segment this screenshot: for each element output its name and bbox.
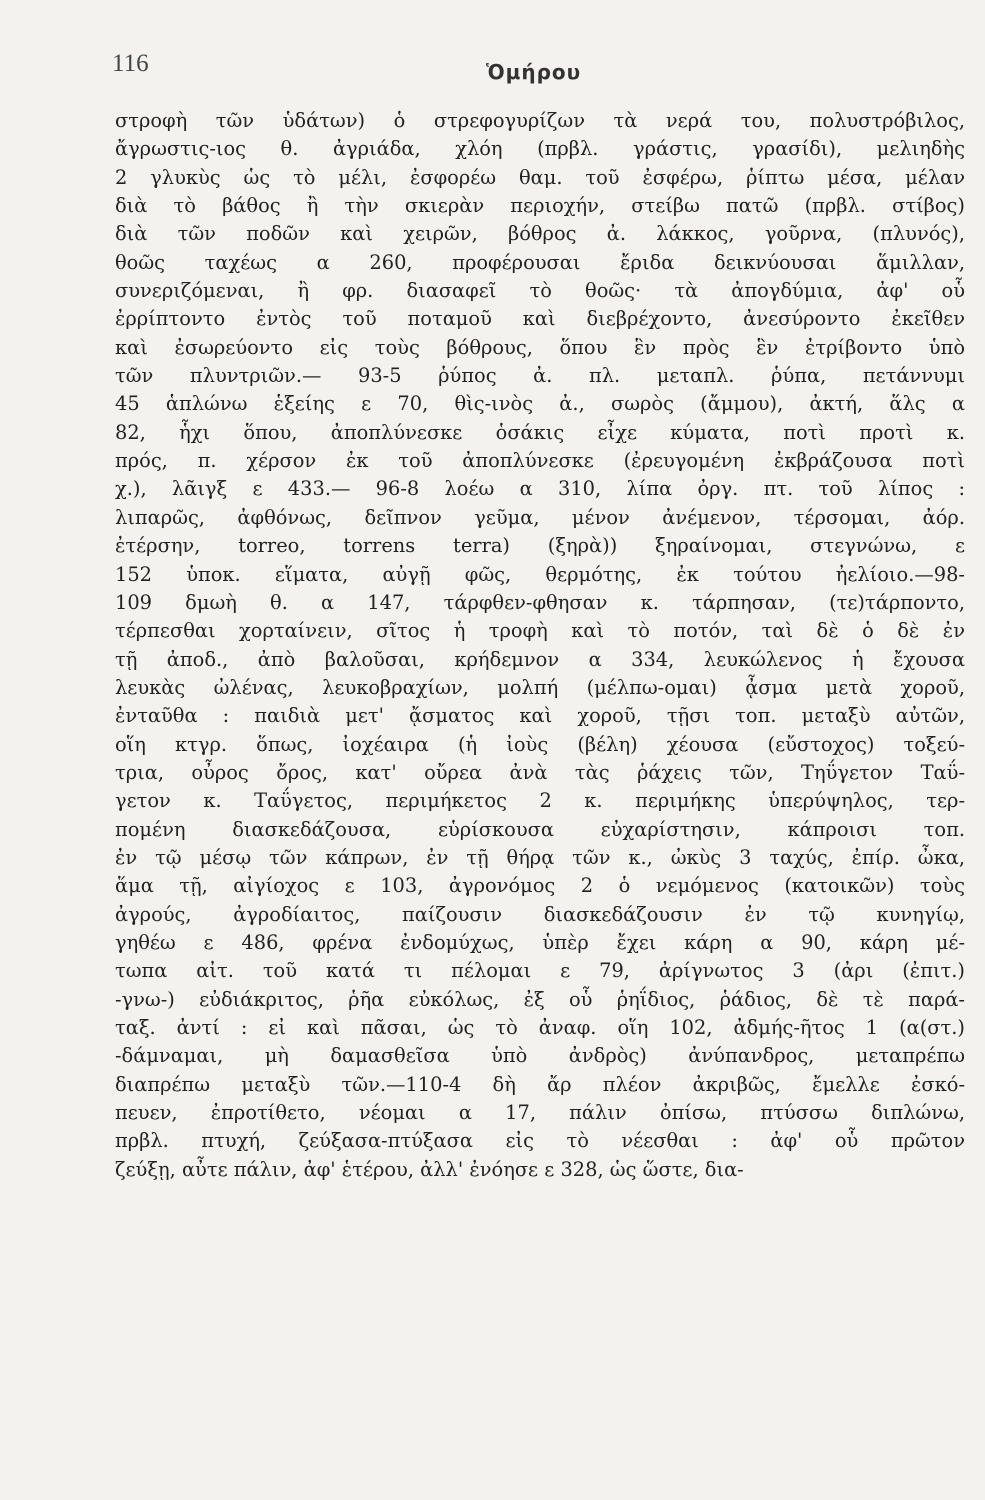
text-line: τρια, οὖρος ὄρος, κατ' οὔρεα ἀνὰ τὰς ῥάχεις τῶν, Τηΰγετον Ταΰ-	[115, 760, 965, 784]
text-line: λευκὰς ὠλένας, λευκοβραχίων, μολπή (μέλπω-ομαι) ᾆσμα μετὰ χοροῦ,	[115, 675, 965, 699]
text-line: τέρπεσθαι χορταίνειν, σῖτος ἡ τροφὴ καὶ τὸ ποτόν, ταὶ δὲ ὁ δὲ ἐν	[115, 619, 965, 643]
text-line: 45 ἁπλώνω ἑξείης ε 70, θὶς-ινὸς ἀ., σωρὸς (ἄμμου), ἀκτή, ἅλς α	[115, 392, 965, 416]
text-line: ἄγρωστις-ιος θ. ἀγριάδα, χλόη (πρβλ. γράστις, γρασίδι), μελιηδὴς	[115, 137, 965, 161]
text-line: ἐρρίπτοντο ἐντὸς τοῦ ποταμοῦ καὶ διεβρέχοντο, ἀνεσύροντο ἐκεῖθεν	[115, 307, 965, 331]
text-line: πευεν, ἐπροτίθετο, νέομαι α 17, πάλιν ὀπίσω, πτύσσω διπλώνω,	[115, 1101, 965, 1125]
text-line: πρβλ. πτυχή, ζεύξασα-πτύξασα εἰς τὸ νέεσθαι : ἀφ' οὗ πρῶτον	[115, 1129, 965, 1153]
text-line: 2 γλυκὺς ὡς τὸ μέλι, ἐσφορέω θαμ. τοῦ ἐσφέρω, ῥίπτω μέσα, μέλαν	[115, 165, 965, 189]
commentary-text	[115, 107, 965, 1184]
text-line: οἵη κτγρ. ὅπως, ἰοχέαιρα (ἡ ἰοὺς (βέλη) χέουσα (εὔστοχος) τοξεύ-	[115, 732, 965, 756]
text-line: τῶν πλυντριῶν.— 93-5 ῥύπος ἀ. πλ. μεταπλ. ῥύπα, πετάννυμι	[115, 364, 965, 388]
text-line: γηθέω ε 486, φρένα ἐνδομύχως, ὑπὲρ ἔχει κάρη α 90, κάρη μέ-	[115, 930, 965, 954]
text-line: ζεύξῃ, αὖτε πάλιν, ἀφ' ἑτέρου, ἀλλ' ἐνόησε ε 328, ὡς ὥστε, δια-	[115, 1157, 744, 1181]
text-line: διὰ τὸ βάθος ἢ τὴν σκιερὰν περιοχήν, στείβω πατῶ (πρβλ. στίβος)	[115, 194, 965, 218]
text-line: ἐτέρσην, torreo, torrens terra) (ξηρὰ)) ξηραίνομαι, στεγνώνω, ε	[115, 534, 965, 558]
text-line: 152 ὑποκ. εἵματα, αὐγῇ φῶς, θερμότης, ἐκ τούτου ἠελίοιο.—98-	[115, 562, 965, 586]
text-line: ἅμα τῇ, αἰγίοχος ε 103, ἀγρονόμος 2 ὁ νεμόμενος (κατοικῶν) τοὺς	[115, 874, 965, 898]
text-line: λιπαρῶς, ἀφθόνως, δεῖπνον γεῦμα, μένον ἀνέμενον, τέρσομαι, ἀόρ.	[115, 505, 965, 529]
text-line: -δάμναμαι, μὴ δαμασθεῖσα ὑπὸ ἀνδρὸς) ἀνύπανδρος, μεταπρέπω	[115, 1044, 965, 1068]
running-head: Ὁμήρου	[486, 60, 582, 84]
text-line: γετον κ. Ταΰγετος, περιμήκετος 2 κ. περιμήκης ὑπερύψηλος, τερ-	[115, 789, 965, 813]
text-line: 109 δμωὴ θ. α 147, τάρφθεν-φθησαν κ. τάρπησαν, (τε)τάρποντο,	[115, 590, 965, 614]
text-line: θοῶς ταχέως α 260, προφέρουσαι ἔριδα δεικνύουσαι ἅμιλλαν,	[115, 250, 965, 274]
text-line: ἐν τῷ μέσῳ τῶν κάπρων, ἐν τῇ θήρᾳ τῶν κ., ὠκὺς 3 ταχύς, ἐπίρ. ὦκα,	[115, 845, 965, 869]
text-line: ἐνταῦθα : παιδιὰ μετ' ᾄσματος καὶ χοροῦ, τῇσι τοπ. μεταξὺ αὐτῶν,	[115, 704, 965, 728]
text-line: -γνω-) εὐδιάκριτος, ῥῆα εὐκόλως, ἐξ οὗ ῥηΐδιος, ῥάδιος, δὲ τὲ παρά-	[115, 987, 965, 1011]
text-line: διαπρέπω μεταξὺ τῶν.—110-4 δὴ ἄρ πλέον ἀκριβῶς, ἔμελλε ἐσκό-	[115, 1072, 965, 1096]
text-line: ἀγρούς, ἀγροδίαιτος, παίζουσιν διασκεδάζουσιν ἐν τῷ κυνηγίῳ,	[115, 902, 965, 926]
text-line: πομένη διασκεδάζουσα, εὑρίσκουσα εὐχαρίστησιν, κάπροισι τοπ.	[115, 817, 965, 841]
text-line: πρός, π. χέρσον ἐκ τοῦ ἀποπλύνεσκε (ἐρευγομένη ἐκβράζουσα ποτὶ	[115, 449, 965, 473]
text-line: καὶ ἐσωρεύοντο εἰς τοὺς βόθρους, ὅπου ἓν πρὸς ἓν ἐτρίβοντο ὑπὸ	[115, 335, 965, 359]
page-number: 116	[112, 50, 149, 77]
text-line: τῇ ἀποδ., ἀπὸ βαλοῦσαι, κρήδεμνον α 334, λευκώλενος ἡ ἔχουσα	[115, 647, 965, 671]
text-line: 82, ἧχι ὅπου, ἀποπλύνεσκε ὁσάκις εἶχε κύματα, ποτὶ προτὶ κ.	[115, 420, 965, 444]
text-line: τωπα αἰτ. τοῦ κατά τι πέλομαι ε 79, ἀρίγνωτος 3 (ἀρι (ἐπιτ.)	[115, 959, 965, 983]
text-line: διὰ τῶν ποδῶν καὶ χειρῶν, βόθρος ἀ. λάκκος, γοῦρνα, (πλυνός),	[115, 222, 965, 246]
text-line: ταξ. ἀντί : εἰ καὶ πᾶσαι, ὡς τὸ ἀναφ. οἵη 102, ἀδμής-ῆτος 1 (α(στ.)	[115, 1016, 965, 1039]
text-line: στροφὴ τῶν ὑδάτων) ὁ στρεφογυρίζων τὰ νερά του, πολυστρόβιλος,	[115, 109, 965, 132]
text-line: συνεριζόμεναι, ἢ φρ. διασαφεῖ τὸ θοῶς· τὰ ἀπογδύμια, ἀφ' οὗ	[115, 279, 965, 303]
text-line: χ.), λᾶιγξ ε 433.— 96-8 λοέω α 310, λίπα ὀργ. πτ. τοῦ λίπος :	[115, 477, 965, 501]
